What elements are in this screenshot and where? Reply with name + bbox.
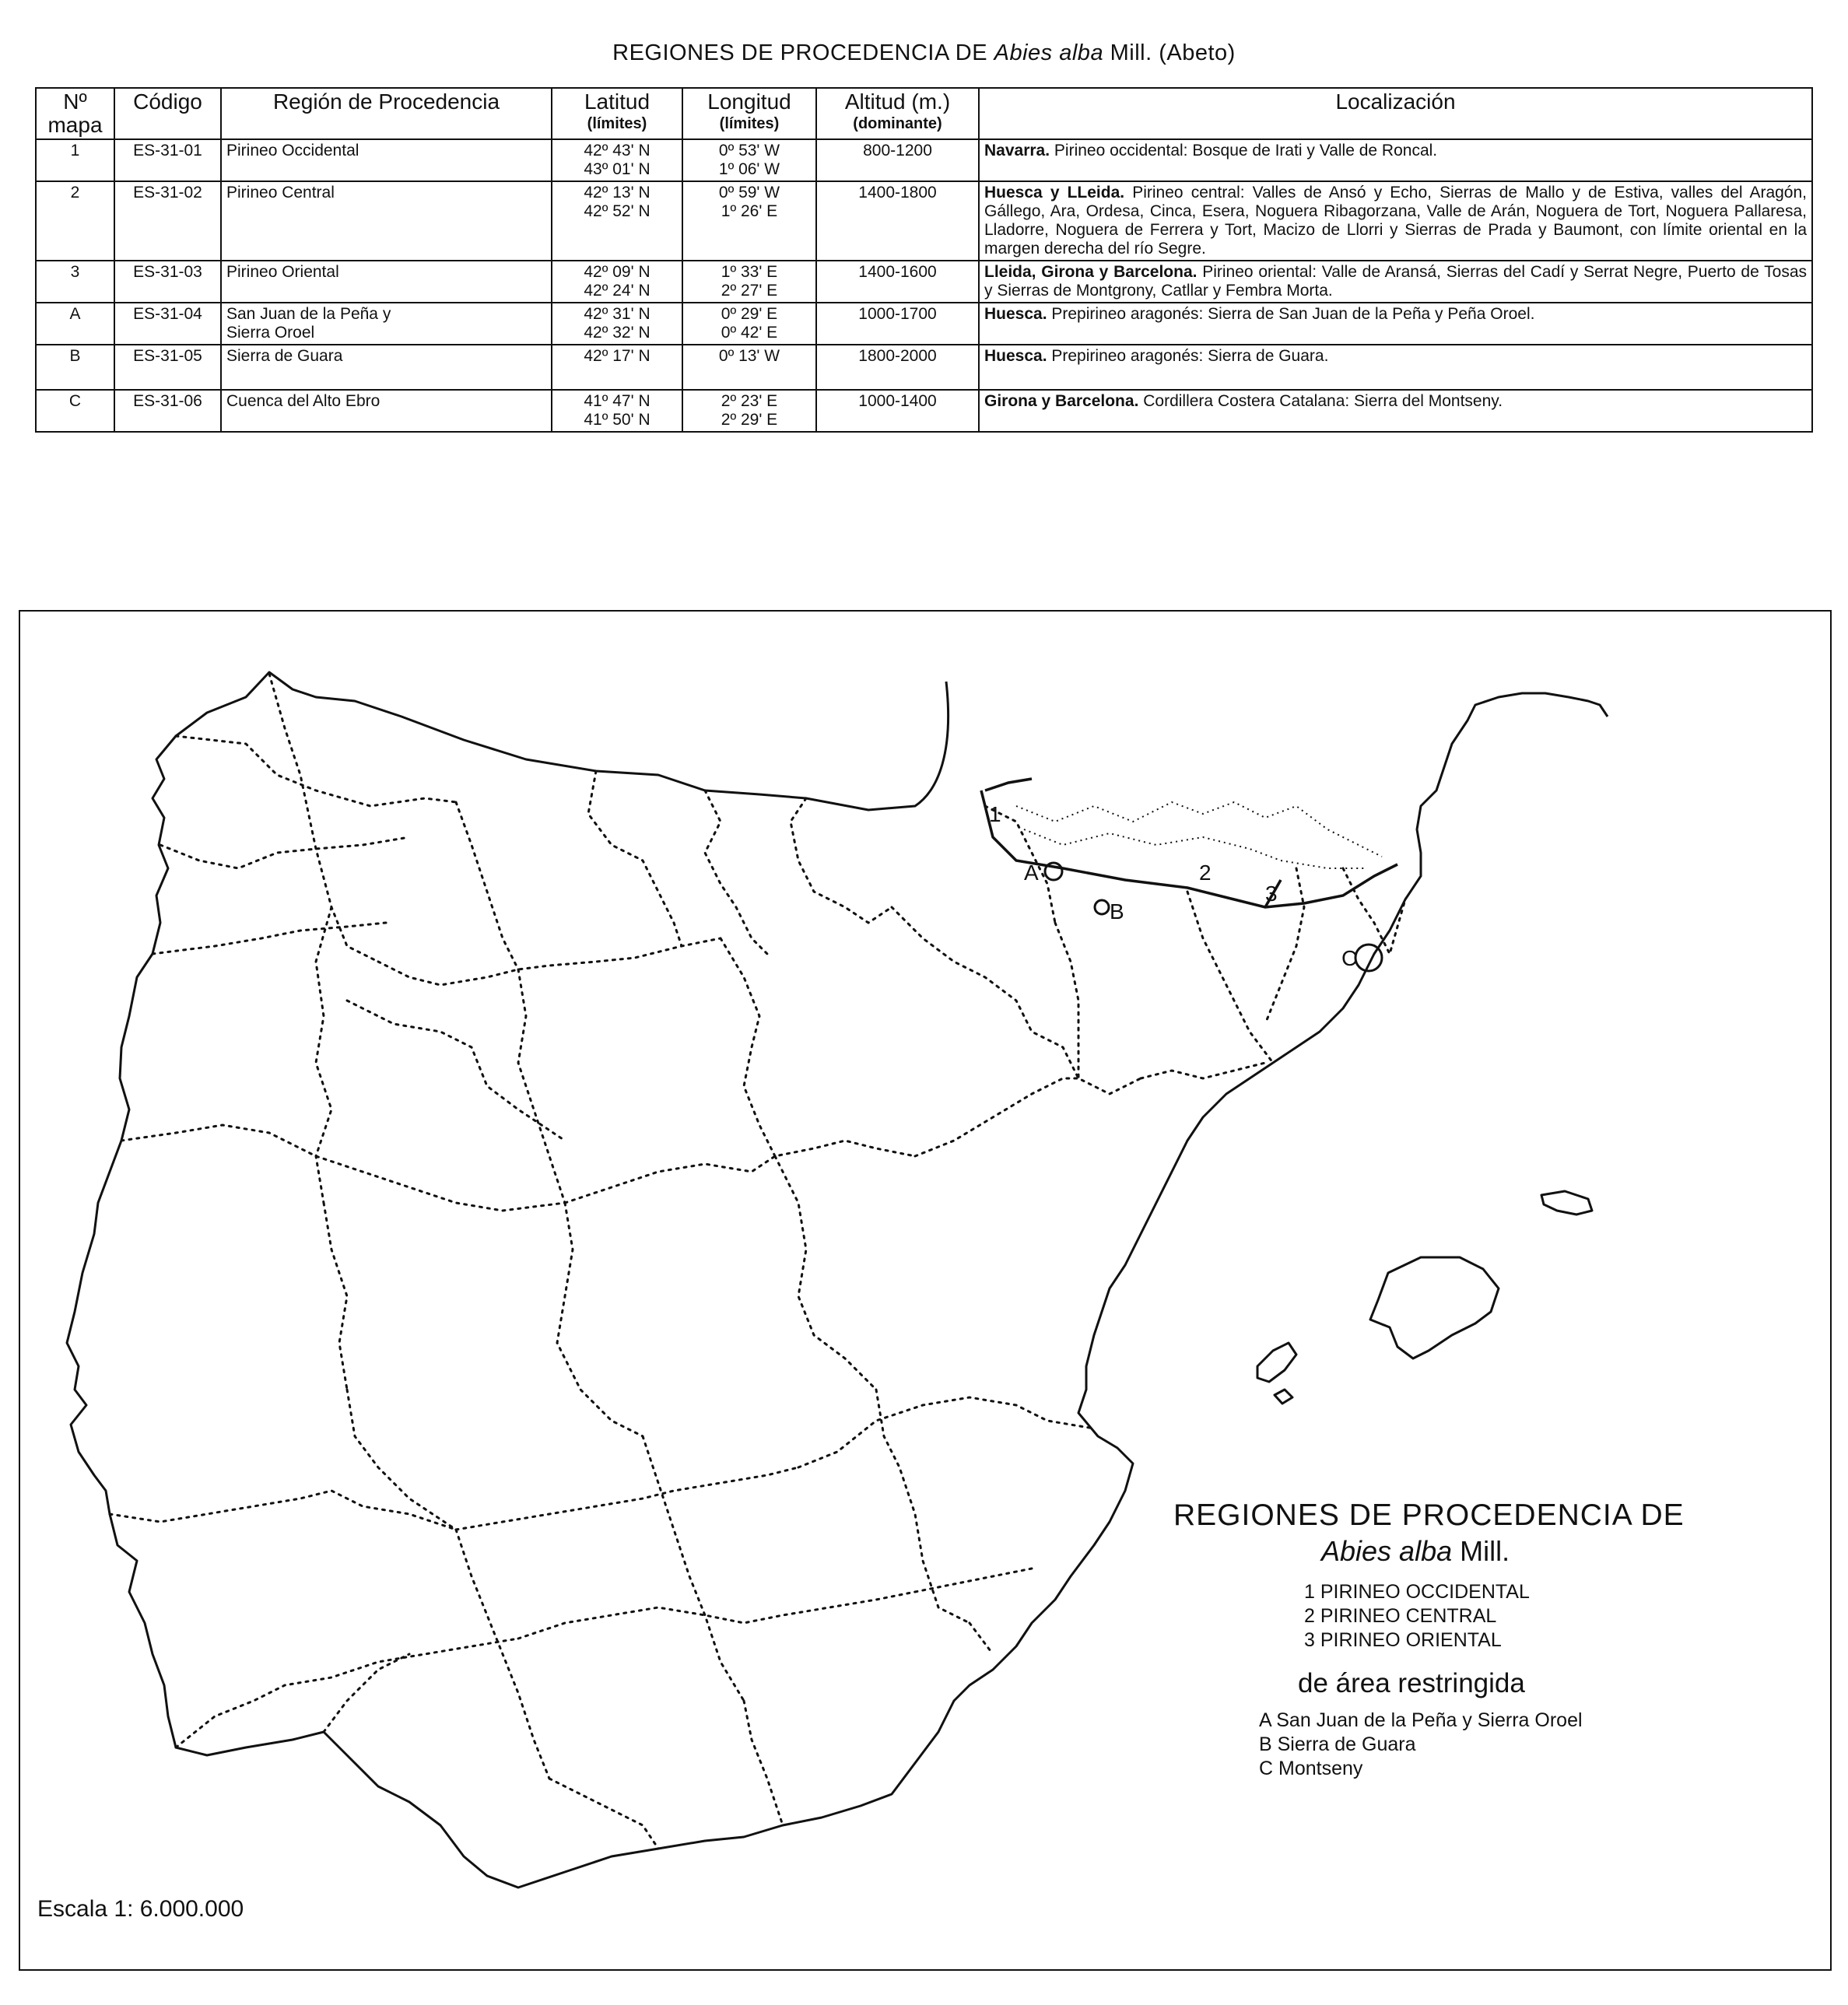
legend-restricted-title: de área restringida <box>1298 1668 1525 1698</box>
pyrenees-regions <box>981 779 1397 907</box>
cell-code: ES-31-01 <box>114 139 221 181</box>
cell-alt: 1400-1600 <box>816 261 979 303</box>
table-row <box>36 181 1812 261</box>
cell-loc: Huesca y LLeida. Pirineo central: Valles de Ansó y Echo, Sierras de Mallo y de Estiva, valles del Aragón, Gállego, Ara, Ordesa, Cinca, Esera, Noguera Ribagorzana, Valle de Arán, Noguera de Tort, Noguera Pallaresa, Lladorre, Noguera de Ferrera y Tort, Macizo de Llorri y Sierras de Prada y Baumont, con límite oriental en la margen derecha del río Segre. <box>979 181 1812 261</box>
header-region: Región de Procedencia <box>221 88 552 139</box>
cell-lon: 0º 29' E 0º 42' E <box>682 303 816 345</box>
legend-title: REGIONES DE PROCEDENCIA DE <box>1173 1498 1685 1532</box>
document-title-species: Abies alba <box>994 40 1104 65</box>
site-label-c: C <box>1341 946 1358 970</box>
document-title <box>0 40 1848 66</box>
cell-loc: Huesca. Prepirineo aragonés: Sierra de Guara. <box>979 345 1812 390</box>
header-lat: Latitud (límites) <box>552 88 682 139</box>
document-title-post: Mill. (Abeto) <box>1103 40 1236 65</box>
cell-region: Pirineo Occidental <box>221 139 552 181</box>
cell-loc: Huesca. Prepirineo aragonés: Sierra de San Juan de la Peña y Peña Oroel. <box>979 303 1812 345</box>
cell-lat: 42º 17' N <box>552 345 682 390</box>
map-legend <box>1173 1498 1718 1781</box>
cell-alt: 1000-1700 <box>816 303 979 345</box>
cell-num: C <box>36 390 114 432</box>
cell-lat: 42º 43' N 43º 01' N <box>552 139 682 181</box>
cell-lon: 1º 33' E 2º 27' E <box>682 261 816 303</box>
cell-num: 1 <box>36 139 114 181</box>
cell-region: Pirineo Central <box>221 181 552 261</box>
header-alt: Altitud (m.) (dominante) <box>816 88 979 139</box>
cell-lon: 0º 59' W 1º 26' E <box>682 181 816 261</box>
header-loc: Localización <box>979 88 1812 139</box>
site-label-b: B <box>1110 899 1124 924</box>
region-label-3: 3 <box>1265 882 1278 906</box>
legend-item: A San Juan de la Peña y Sierra Oroel <box>1259 1709 1583 1731</box>
cell-code: ES-31-06 <box>114 390 221 432</box>
cell-region: San Juan de la Peña y Sierra Oroel <box>221 303 552 345</box>
site-circle-b <box>1095 900 1109 914</box>
regions-table <box>35 87 1813 433</box>
region-label-2: 2 <box>1199 861 1212 885</box>
cell-region: Cuenca del Alto Ebro <box>221 390 552 432</box>
legend-item: 2 PIRINEO CENTRAL <box>1304 1605 1497 1627</box>
table-row <box>36 261 1812 303</box>
legend-item: B Sierra de Guara <box>1259 1733 1416 1755</box>
region-label-1: 1 <box>989 802 1001 826</box>
cell-lat: 42º 31' N 42º 32' N <box>552 303 682 345</box>
cell-lat: 41º 47' N 41º 50' N <box>552 390 682 432</box>
table-row <box>36 345 1812 390</box>
cell-loc: Navarra. Pirineo occidental: Bosque de Irati y Valle de Roncal. <box>979 139 1812 181</box>
cell-lon: 0º 53' W 1º 06' W <box>682 139 816 181</box>
cell-code: ES-31-02 <box>114 181 221 261</box>
pyrenees-hatching <box>1016 802 1382 868</box>
table-row <box>36 390 1812 432</box>
cell-num: B <box>36 345 114 390</box>
legend-species: Abies alba Mill. <box>1321 1535 1510 1567</box>
document-title-pre: REGIONES DE PROCEDENCIA DE <box>612 40 994 65</box>
cell-lat: 42º 09' N 42º 24' N <box>552 261 682 303</box>
cell-num: 3 <box>36 261 114 303</box>
header-lon: Longitud (límites) <box>682 88 816 139</box>
header-num: Nº mapa <box>36 88 114 139</box>
cell-alt: 800-1200 <box>816 139 979 181</box>
cell-code: ES-31-04 <box>114 303 221 345</box>
legend-item: C Montseny <box>1259 1758 1363 1779</box>
cell-code: ES-31-03 <box>114 261 221 303</box>
cell-lon: 2º 23' E 2º 29' E <box>682 390 816 432</box>
table-row <box>36 139 1812 181</box>
header-code: Código <box>114 88 221 139</box>
legend-restricted-list <box>1173 1709 1718 1781</box>
menorca-island <box>1541 1191 1592 1215</box>
cell-alt: 1000-1400 <box>816 390 979 432</box>
site-label-a: A <box>1024 861 1039 885</box>
cell-num: A <box>36 303 114 345</box>
cell-region: Pirineo Oriental <box>221 261 552 303</box>
legend-main-list <box>1173 1580 1718 1653</box>
ibiza-island <box>1257 1343 1296 1382</box>
cell-lon: 0º 13' W <box>682 345 816 390</box>
cell-num: 2 <box>36 181 114 261</box>
cell-alt: 1400-1800 <box>816 181 979 261</box>
table-row <box>36 303 1812 345</box>
legend-item: 3 PIRINEO ORIENTAL <box>1304 1629 1502 1651</box>
formentera-island <box>1275 1390 1292 1404</box>
scale-label: Escala 1: 6.000.000 <box>37 1896 244 1922</box>
cell-region: Sierra de Guara <box>221 345 552 390</box>
cell-lat: 42º 13' N 42º 52' N <box>552 181 682 261</box>
site-markers <box>1045 863 1382 971</box>
cell-alt: 1800-2000 <box>816 345 979 390</box>
regions-table-container <box>35 87 1813 433</box>
cell-loc: Girona y Barcelona. Cordillera Costera Catalana: Sierra del Montseny. <box>979 390 1812 432</box>
mallorca-island <box>1370 1257 1499 1358</box>
table-header-row <box>36 88 1812 139</box>
cell-code: ES-31-05 <box>114 345 221 390</box>
cell-loc: Lleida, Girona y Barcelona. Pirineo oriental: Valle de Aransá, Sierras del Cadí y Serrat Negre, Puerto de Tosas y Sierras de Montgrony, Catllar y Fembra Morta. <box>979 261 1812 303</box>
legend-item: 1 PIRINEO OCCIDENTAL <box>1304 1581 1530 1603</box>
